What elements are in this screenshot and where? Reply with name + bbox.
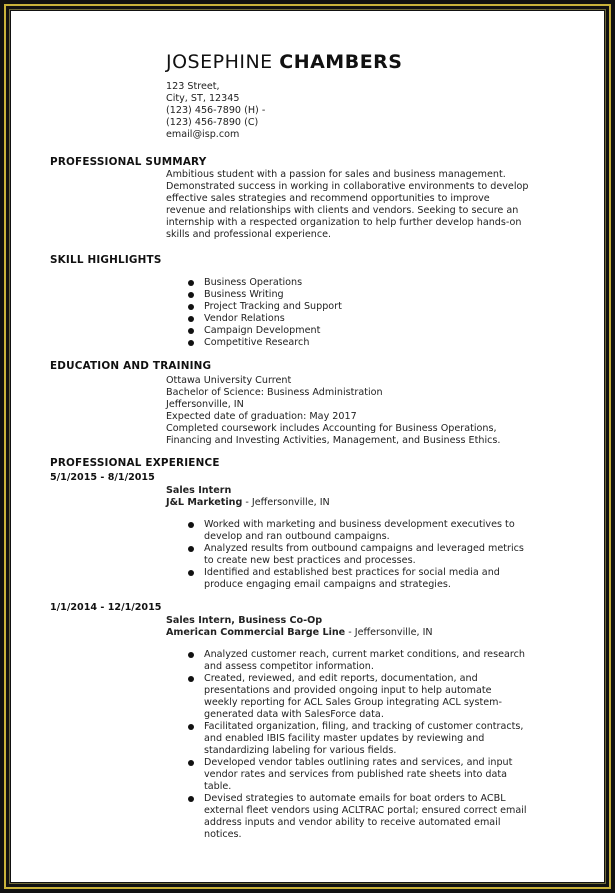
summary-body: [166, 169, 528, 241]
job-org: [166, 627, 433, 639]
contact-block: [166, 81, 265, 141]
skill-item: Project Tracking and Support: [188, 301, 342, 313]
first-name: JOSEPHINE: [166, 51, 273, 73]
bullet-icon: [188, 292, 194, 298]
education-heading: EDUCATION AND TRAINING: [50, 360, 212, 372]
job-bullets: [188, 519, 524, 591]
summary-line: revenue and relationships with clients and vendors. Seeking to secure an: [166, 205, 519, 216]
bullet-icon: [188, 316, 194, 322]
job-role: [166, 485, 330, 509]
skill-item: Vendor Relations: [188, 313, 342, 325]
skills-list: [188, 277, 342, 349]
education-line: Jeffersonville, IN: [166, 399, 244, 410]
job-bullet: Identified and established best practices for social media and produce engaging email campaigns and strategies.: [188, 567, 524, 591]
job-bullet: Facilitated organization, filing, and tracking of customer contracts, and enabled IBIS facility master updates by reviewing and standardizing labeling for various fields.: [188, 721, 527, 757]
last-name: CHAMBERS: [279, 51, 403, 73]
bullet-icon: [188, 280, 194, 286]
bullet-icon: [188, 570, 194, 576]
experience-heading: PROFESSIONAL EXPERIENCE: [50, 457, 220, 469]
job-company: American Commercial Barge Line: [166, 627, 346, 638]
education-line: Ottawa University Current: [166, 375, 292, 386]
summary-heading: PROFESSIONAL SUMMARY: [50, 156, 207, 168]
contact-phone-home: (123) 456-7890 (H) -: [166, 105, 266, 116]
bullet-icon: [188, 796, 194, 802]
bullet-icon: [188, 340, 194, 346]
bullet-icon: [188, 760, 194, 766]
skill-item: Competitive Research: [188, 337, 342, 349]
summary-line: Ambitious student with a passion for sales and business management.: [166, 169, 506, 180]
summary-line: Demonstrated success in working in collaborative environments to develop: [166, 181, 529, 192]
education-line: Completed coursework includes Accounting for Business Operations,: [166, 423, 497, 434]
bullet-icon: [188, 676, 194, 682]
contact-phone-cell: (123) 456-7890 (C): [166, 117, 259, 128]
summary-line: skills and professional experience.: [166, 229, 332, 240]
education-body: [166, 375, 500, 447]
job-bullet: Analyzed results from outbound campaigns and leveraged metrics to create new best practices and processes.: [188, 543, 524, 567]
skill-item: Business Writing: [188, 289, 342, 301]
bullet-icon: [188, 546, 194, 552]
job-dates: 1/1/2014 - 12/1/2015: [50, 602, 162, 613]
contact-city: City, ST, 12345: [166, 93, 240, 104]
skills-heading: SKILL HIGHLIGHTS: [50, 254, 162, 266]
summary-line: internship with a respected organization to help further develop hands-on: [166, 217, 522, 228]
job-title: Sales Intern, Business Co-Op: [166, 615, 323, 626]
job-dates: 5/1/2015 - 8/1/2015: [50, 472, 155, 483]
job-location: - Jeffersonville, IN: [242, 497, 330, 508]
summary-line: effective sales strategies and recommend opportunities to improve: [166, 193, 490, 204]
skill-item: Campaign Development: [188, 325, 342, 337]
job-title: Sales Intern: [166, 485, 232, 496]
education-line: Financing and Investing Activities, Management, and Business Ethics.: [166, 435, 501, 446]
job-org: [166, 497, 330, 509]
education-line: Expected date of graduation: May 2017: [166, 411, 357, 422]
bullet-icon: [188, 328, 194, 334]
resume-page: [11, 11, 604, 882]
job-location: - Jeffersonville, IN: [345, 627, 433, 638]
job-bullet: Analyzed customer reach, current market conditions, and research and assess competitor information.: [188, 649, 527, 673]
education-line: Bachelor of Science: Business Administration: [166, 387, 383, 398]
contact-street: 123 Street,: [166, 81, 220, 92]
bullet-icon: [188, 522, 194, 528]
job-company: J&L Marketing: [166, 497, 243, 508]
job-bullet: Developed vendor tables outlining rates and services, and input vendor rates and services from published rate sheets into data table.: [188, 757, 527, 793]
job-bullets: [188, 649, 527, 841]
skill-item: Business Operations: [188, 277, 342, 289]
job-bullet: Devised strategies to automate emails for boat orders to ACBL external fleet vendors using ACLTRAC portal; ensured correct email address inputs and vendor ability to receive automated email notices.: [188, 793, 527, 841]
contact-email: email@isp.com: [166, 129, 240, 140]
job-bullet: Worked with marketing and business development executives to develop and ran outbound campaigns.: [188, 519, 524, 543]
bullet-icon: [188, 652, 194, 658]
job-role: [166, 615, 433, 639]
job-bullet: Created, reviewed, and edit reports, documentation, and presentations and provided ongoing input to help automate weekly reporting for ACL Sales Group integrating ACL system- generated data with SalesForce data.: [188, 673, 527, 721]
bullet-icon: [188, 304, 194, 310]
candidate-name: [166, 51, 402, 73]
bullet-icon: [188, 724, 194, 730]
